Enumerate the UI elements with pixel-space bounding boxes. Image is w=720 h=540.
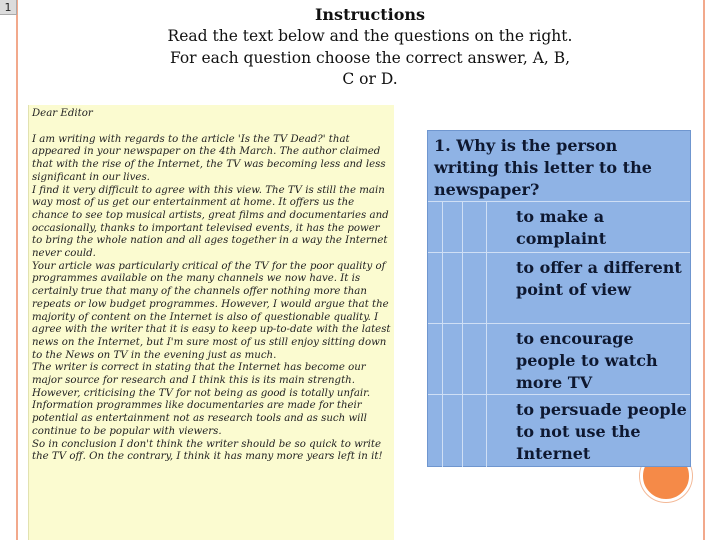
- instructions-title: Instructions: [314, 5, 426, 24]
- instructions-line-2: For each question choose the correct answer, A, B,: [169, 48, 571, 67]
- option-c[interactable]: [428, 323, 690, 395]
- slide-number-box: 1: [0, 0, 17, 15]
- letter-paragraph-4: The writer is correct in stating that the Internet has become our major source for research and I think this is its main strength. However, criticising the TV for not being as good is totally unfair. Information programmes like documentaries are made for their potential as entertainment not as research tools and as such will continue to be popular with viewers.: [32, 362, 371, 437]
- option-cell-divider: [442, 324, 443, 395]
- option-cell-divider: [462, 324, 463, 395]
- option-b-label: to offer a different point of view: [516, 258, 682, 299]
- option-cell-divider: [486, 202, 487, 253]
- question-panel: [427, 130, 691, 467]
- option-cell-divider: [442, 202, 443, 253]
- instructions-line-3: C or D.: [342, 70, 398, 88]
- right-decorative-rule: [703, 0, 705, 540]
- option-a[interactable]: [428, 201, 690, 253]
- option-b[interactable]: [428, 252, 690, 324]
- letter-paragraph-1: I am writing with regards to the article 'Is the TV Dead?' that appeared in your newspaper on the 4th March. The author claimed that with the rise of the Internet, the TV was becoming less and less significant in our lives.: [32, 133, 386, 183]
- option-cell-divider: [462, 395, 463, 467]
- letter-paragraph-2: I find it very difficult to agree with this view. The TV is still the main way most of us get our entertainment at home. It offers us the chance to see top musical artists, great films and documentaries and occasionally, thanks to important televised events, it has the power to bring the whole nation and all ages together in a way the Internet never could.: [32, 184, 389, 260]
- option-cell-divider: [442, 395, 443, 467]
- option-cell-divider: [486, 324, 487, 395]
- option-cell-divider: [486, 395, 487, 467]
- option-a-label: to make a complaint: [516, 207, 607, 248]
- option-cell-divider: [462, 202, 463, 253]
- letter-paragraph-3: Your article was particularly critical of the TV for the poor quality of programmes available on the many channels we now have. It is certainly true that many of the channels offer nothing more than repeats or low budget programmes. However, I would argue that the majority of content on the Internet is also of questionable quality. I agree with the writer that it is easy to keep up-to-date with the latest news on the Internet, but I'm sure most of us still enjoy sitting down to the News on TV in the evening just as much.: [32, 260, 391, 361]
- letter-paragraph-5: So in conclusion I don't think the writer should be so quick to write the TV off. On the contrary, I think it has many more years left in it!: [32, 438, 383, 463]
- instructions-line-1: Read the text below and the questions on the right.: [167, 27, 573, 45]
- letter-greeting: Dear Editor: [32, 108, 93, 119]
- option-cell-divider: [486, 253, 487, 324]
- option-cell-divider: [442, 253, 443, 324]
- option-c-label: to encourage people to watch more TV: [516, 329, 658, 392]
- option-d-label: to persuade people to not use the Internet: [516, 400, 687, 463]
- option-d[interactable]: [428, 394, 690, 467]
- question-text: 1. Why is the person writing this letter to the newspaper?: [434, 136, 652, 199]
- instructions-header: [120, 4, 620, 91]
- letter-text-box: [28, 105, 394, 540]
- option-cell-divider: [462, 253, 463, 324]
- left-decorative-rule: [16, 0, 18, 540]
